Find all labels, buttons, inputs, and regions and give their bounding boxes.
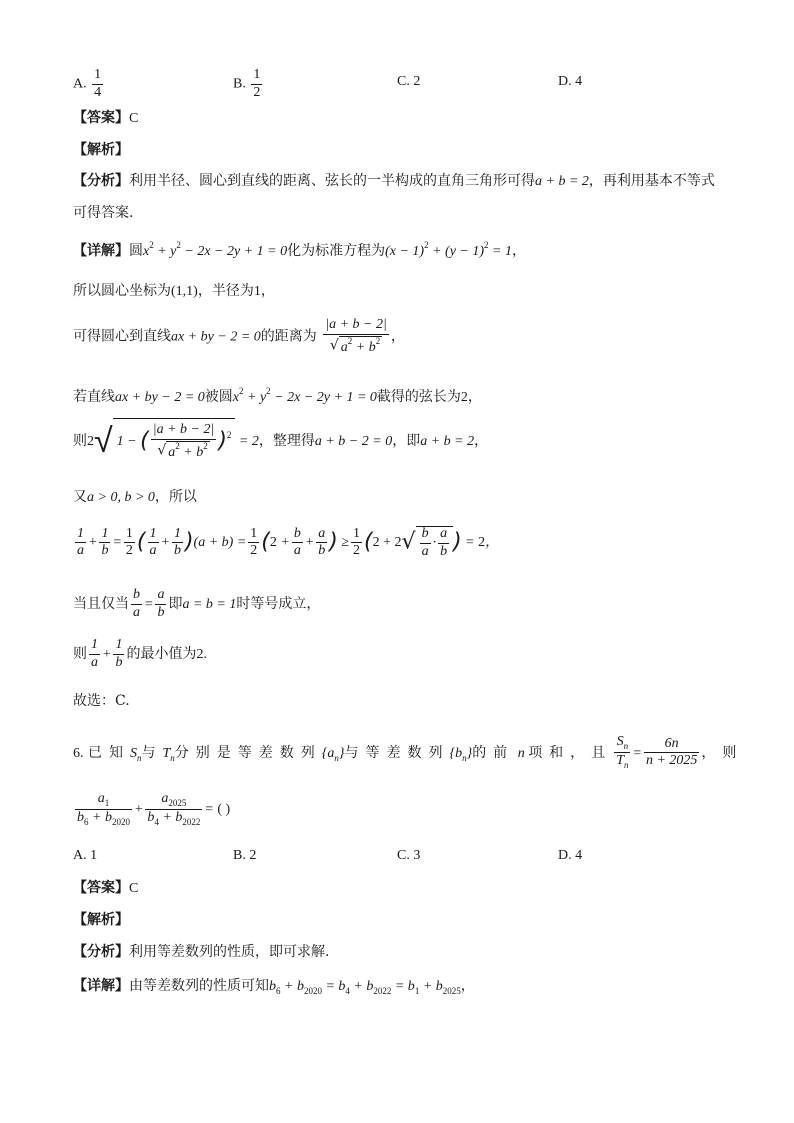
q6-option-c: C. 3 (397, 848, 421, 863)
q5-option-a: A. $\frac{1}{4}$ (73, 67, 102, 100)
q5-minimum-line: 则 $\frac{1}{a}$ + $\frac{1}{b}$ 的最小值为2. (73, 637, 207, 670)
q6-option-a: A. 1 (73, 848, 98, 863)
q5-option-d: D. 4 (558, 74, 583, 89)
q5-analysis-heading: 【解析】 (73, 142, 129, 158)
q5-option-b: B. $\frac{1}{2}$ (233, 67, 261, 100)
q6-answer: 【答案】C (73, 880, 139, 896)
q6-analysis-heading: 【解析】 (73, 912, 129, 928)
fraction: $\frac{1}{2}$ (253, 67, 261, 100)
q6-detail: 【详解】由等差数列的性质可知$b_6 + b_{2020} = b_4 + b_{2022} = b_1 + b_{2025}$， (73, 978, 475, 996)
q5-detail-line1: 【详解】圆$x^2 + y^2 - 2x - 2y + 1 = 0$化为标准方程为$(x - 1)^2 + (y - 1)^2 = 1$， (73, 240, 526, 259)
q5-equation-line: 则2√ 1 − ( $\frac{|a + b - 2|}{√ a^2 + b^2}$ )$^2$ = 2，整理得a + b − 2 = 0，即a + b = 2， (73, 418, 488, 464)
q5-answer: 【答案】C (73, 110, 139, 126)
fraction: $\frac{1}{4}$ (94, 67, 102, 100)
q5-option-c: C. 2 (397, 74, 421, 89)
q5-chord-line: 若直线ax + by − 2 = 0被圆$x^2 + y^2 - 2x - 2y + 1 = 0$截得的弦长为2， (73, 386, 482, 405)
q6-option-b: B. 2 (233, 848, 257, 863)
q6-fenxi: 【分析】利用等差数列的性质，即可求解. (73, 944, 330, 960)
q5-equality-line: 当且仅当 $\frac{b}{a}$ = $\frac{a}{b}$ 即a = b = 1时等号成立， (73, 587, 321, 620)
distance-fraction: $\frac{|a + b - 2|}{√ a^2 + b^2}$ (325, 317, 387, 355)
q6-option-d: D. 4 (558, 848, 583, 863)
q5-choice-line: 故选：C. (73, 693, 130, 709)
q5-fenxi-line2: 可得答案. (73, 205, 134, 221)
q5-inequality-line: $\frac{1}{a}$ + $\frac{1}{b}$ = $\frac{1}{2}$ ( $\frac{1}{a}$ + $\frac{1}{b}$ )(a + b) = $\frac{1}{2}$ (2 + $\frac{b}{a}$ + $\frac{a}{b}$ ) ≥ $\frac{1}{2}$ (2 + 2√ $\frac{b}{a}$ · $\frac{a}{b}$ ) = 2， (77, 525, 500, 559)
q5-condition-line: 又a > 0, b > 0，所以 (73, 489, 197, 505)
q5-distance-line: 可得圆心到直线ax + by − 2 = 0的距离为 $\frac{|a + b - 2|}{√ a^2 + b^2}$ ， (73, 317, 405, 355)
q6-expression: $\frac{a_1}{b_6 + b_{2020}}$ + $\frac{a_{2025}}{b_4 + b_{2022}}$ = ( ) (77, 791, 231, 828)
q6-question: 6. 已知$S_n$与$T_n$分别是等差数列$\{a_n\}$与等差数列$\{b_n\}$的前 n 项和，且 $\frac{S_n}{T_n}$ = $\frac{6n}{n + 2025}$ ，则 (73, 734, 744, 771)
q5-center-line: 所以圆心坐标为(1,1)，半径为1， (73, 283, 275, 299)
q5-fenxi: 【分析】利用半径、圆心到直线的距离、弦长的一半构成的直角三角形可得a + b = 2，再利用基本不等式 (73, 173, 715, 189)
